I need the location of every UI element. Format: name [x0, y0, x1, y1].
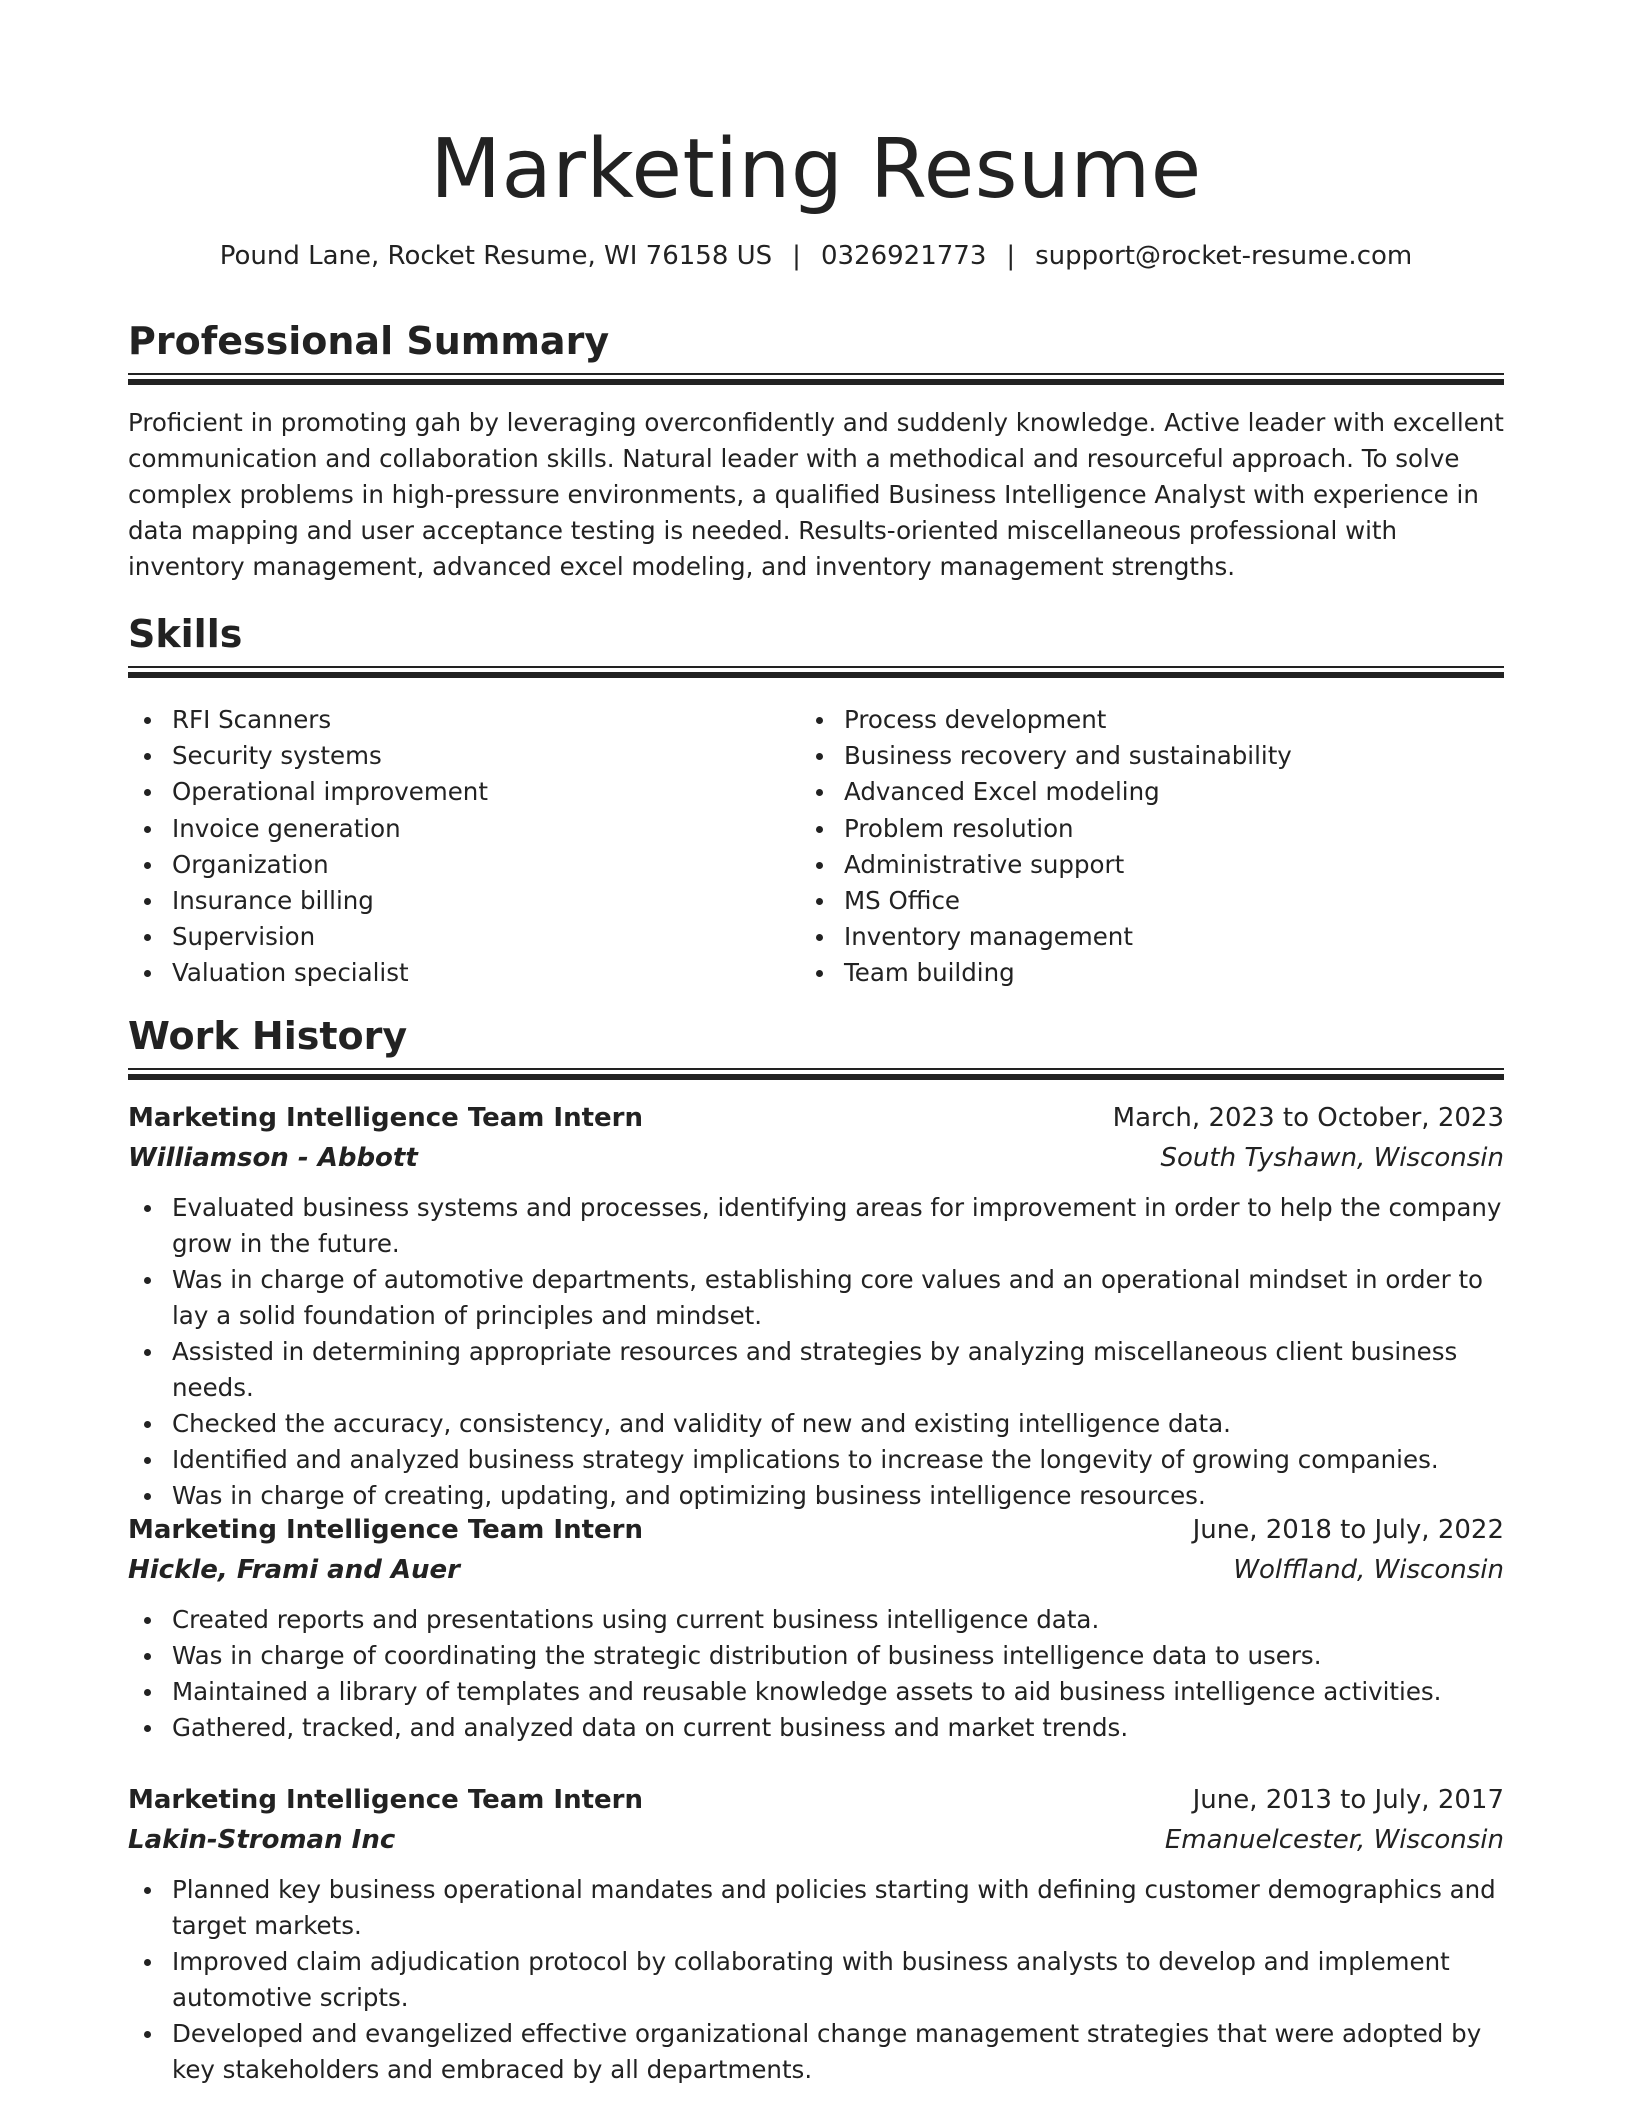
section-divider [128, 373, 1504, 385]
job-dates: June, 2018 to July, 2022 [1192, 1515, 1504, 1545]
section-divider [128, 1068, 1504, 1080]
job-entry [128, 1780, 1504, 2088]
job-company: Hickle, Frami and Auer [128, 1555, 460, 1585]
section-divider [128, 666, 1504, 678]
skill-item: Business recovery and sustainability [800, 738, 1460, 774]
job-company: Lakin-Stroman Inc [128, 1825, 396, 1855]
job-bullet: Evaluated business systems and processes, identifying areas for improvement in order to help the company grow in the future. [128, 1190, 1504, 1262]
skill-item: Operational improvement [128, 774, 788, 810]
section-title-skills: Skills [128, 612, 243, 656]
job-location: South Tyshawn, Wisconsin [1160, 1143, 1504, 1173]
contact-address: Pound Lane, Rocket Resume, WI 76158 US [219, 241, 773, 271]
job-title: Marketing Intelligence Team Intern [128, 1515, 643, 1545]
job-bullets [128, 1190, 1504, 1514]
job-bullet: Planned key business operational mandates and policies starting with defining customer demographics and target markets. [128, 1872, 1504, 1944]
resume-title: Marketing Resume [430, 122, 1202, 217]
skill-item: Valuation specialist [128, 955, 788, 991]
contact-separator: | [792, 241, 801, 271]
job-entry [128, 1510, 1504, 1746]
skill-item: Administrative support [800, 847, 1460, 883]
section-title-work-history: Work History [128, 1014, 408, 1058]
job-bullet: Improved claim adjudication protocol by collaborating with business analysts to develop and implement automotive scripts. [128, 1944, 1504, 2016]
contact-line [0, 238, 1632, 274]
skill-item: Supervision [128, 919, 788, 955]
job-bullet: Checked the accuracy, consistency, and validity of new and existing intelligence data. [128, 1406, 1504, 1442]
contact-phone: 0326921773 [820, 241, 987, 271]
skill-item: Security systems [128, 738, 788, 774]
skill-item: Process development [800, 702, 1460, 738]
job-bullet: Identified and analyzed business strategy implications to increase the longevity of growing companies. [128, 1442, 1504, 1478]
contact-email[interactable]: support@rocket-resume.com [1035, 241, 1413, 271]
section-title-summary: Professional Summary [128, 319, 610, 363]
job-bullet: Was in charge of coordinating the strategic distribution of business intelligence data to users. [128, 1638, 1504, 1674]
summary-text: Proficient in promoting gah by leveraging overconfidently and suddenly knowledge. Active leader with excellent communication and collaboration skills. Natural leader with a methodical and resourceful approach. To solve complex problems in high-pressure environments, a qualified Business Intelligence Analyst with experience in data mapping and user acceptance testing is needed. Results-oriented miscellaneous professional with inventory management, advanced excel modeling, and inventory management strengths. [128, 408, 1504, 581]
job-location: Emanuelcester, Wisconsin [1164, 1825, 1504, 1855]
skill-item: Team building [800, 955, 1460, 991]
contact-separator: | [1006, 241, 1016, 271]
job-bullet: Developed and evangelized effective organizational change management strategies that were adopted by key stakeholders and embraced by all departments. [128, 2016, 1504, 2088]
job-location: Wolffland, Wisconsin [1233, 1555, 1504, 1585]
skills-list-left [128, 702, 788, 992]
job-bullets [128, 1872, 1504, 2088]
skill-item: Problem resolution [800, 811, 1460, 847]
job-dates: March, 2023 to October, 2023 [1112, 1103, 1504, 1133]
job-dates: June, 2013 to July, 2017 [1192, 1785, 1504, 1815]
skill-item: Advanced Excel modeling [800, 774, 1460, 810]
job-bullet: Gathered, tracked, and analyzed data on current business and market trends. [128, 1710, 1504, 1746]
skill-item: Inventory management [800, 919, 1460, 955]
job-bullets [128, 1602, 1504, 1746]
job-bullet: Was in charge of automotive departments, establishing core values and an operational mindset in order to lay a solid foundation of principles and mindset. [128, 1262, 1504, 1334]
skill-item: Invoice generation [128, 811, 788, 847]
job-title: Marketing Intelligence Team Intern [128, 1103, 643, 1133]
job-bullet: Created reports and presentations using current business intelligence data. [128, 1602, 1504, 1638]
job-company: Williamson - Abbott [128, 1143, 418, 1173]
skill-item: MS Office [800, 883, 1460, 919]
job-bullet: Assisted in determining appropriate resources and strategies by analyzing miscellaneous client business needs. [128, 1334, 1504, 1406]
skills-list-right [800, 702, 1460, 992]
skill-item: RFI Scanners [128, 702, 788, 738]
job-title: Marketing Intelligence Team Intern [128, 1785, 643, 1815]
skill-item: Insurance billing [128, 883, 788, 919]
job-bullet: Maintained a library of templates and reusable knowledge assets to aid business intelligence activities. [128, 1674, 1504, 1710]
job-bullet: Was in charge of creating, updating, and optimizing business intelligence resources. [128, 1478, 1504, 1514]
skill-item: Organization [128, 847, 788, 883]
job-entry [128, 1098, 1504, 1514]
